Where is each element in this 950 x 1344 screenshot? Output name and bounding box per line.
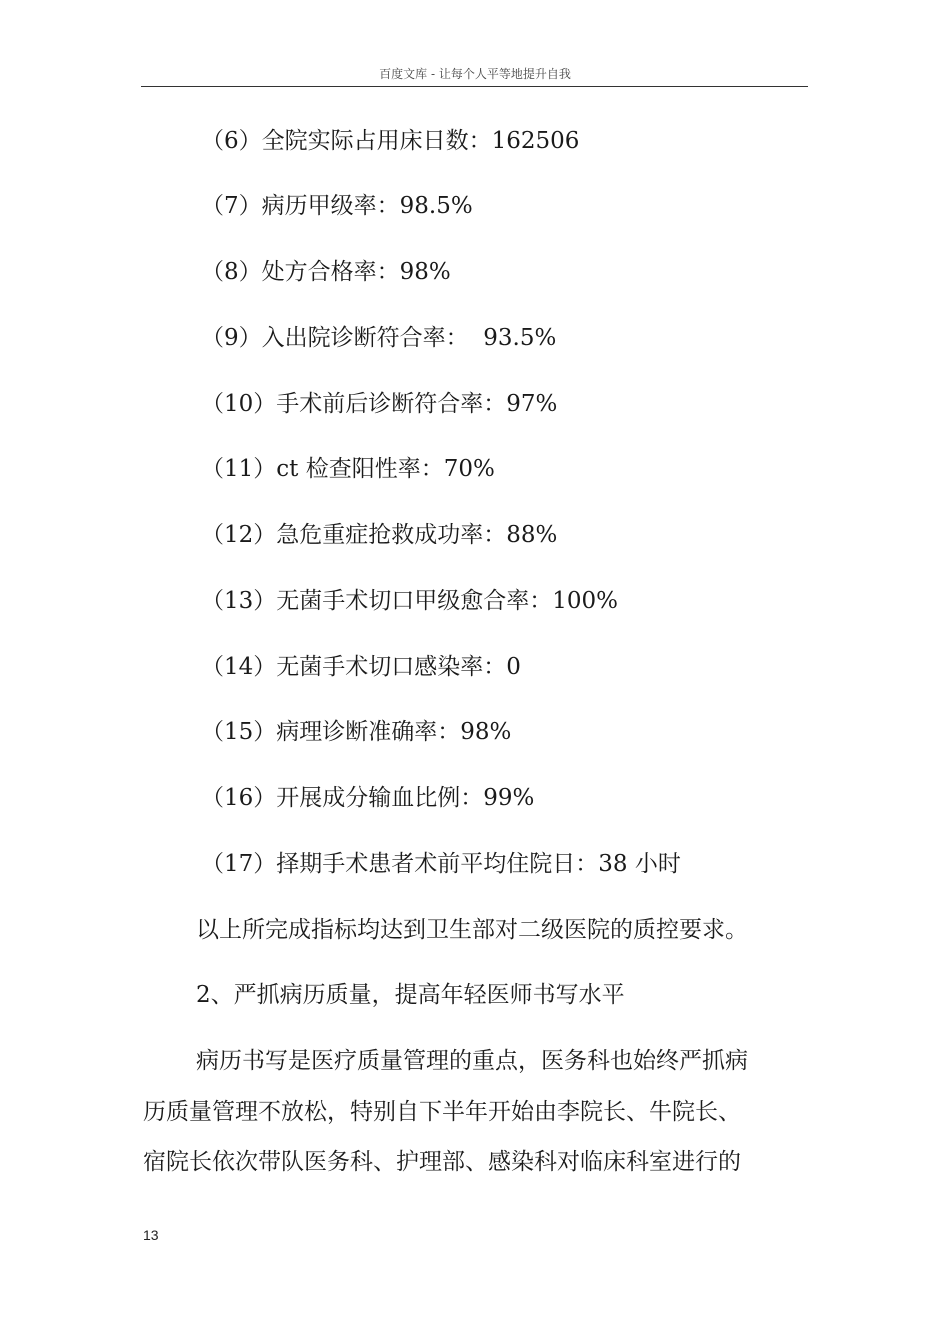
list-item: （13）无菌手术切口甲级愈合率：100%: [201, 588, 619, 614]
running-header: 百度文库 - 让每个人平等地提升自我: [379, 67, 571, 81]
list-item: （11）ct 检查阳性率：70%: [201, 456, 495, 482]
page-number: 13: [143, 1227, 159, 1243]
paragraph-line: 病历书写是医疗质量管理的重点，医务科也始终严抓病: [196, 1048, 748, 1074]
section-heading: 2、严抓病历质量，提高年轻医师书写水平: [196, 982, 625, 1008]
list-item: （17）择期手术患者术前平均住院日：38 小时: [201, 851, 681, 877]
list-item: （12）急危重症抢救成功率：88%: [201, 522, 558, 548]
header-divider: [141, 86, 808, 87]
paragraph-line: 历质量管理不放松，特别自下半年开始由李院长、牛院长、: [143, 1099, 741, 1125]
list-item: （7）病历甲级率：98.5%: [201, 193, 473, 219]
list-item: （14）无菌手术切口感染率：0: [201, 654, 521, 680]
paragraph-line: 宿院长依次带队医务科、护理部、感染科对临床科室进行的: [143, 1149, 741, 1175]
summary-sentence: 以上所完成指标均达到卫生部对二级医院的质控要求。: [196, 917, 748, 943]
list-item: （8）处方合格率：98%: [201, 259, 451, 285]
list-item: （16）开展成分输血比例：99%: [201, 785, 535, 811]
list-item: （9）入出院诊断符合率： 93.5%: [201, 325, 557, 351]
list-item: （6）全院实际占用床日数：162506: [201, 128, 580, 154]
list-item: （10）手术前后诊断符合率：97%: [201, 391, 558, 417]
list-item: （15）病理诊断准确率：98%: [201, 719, 512, 745]
